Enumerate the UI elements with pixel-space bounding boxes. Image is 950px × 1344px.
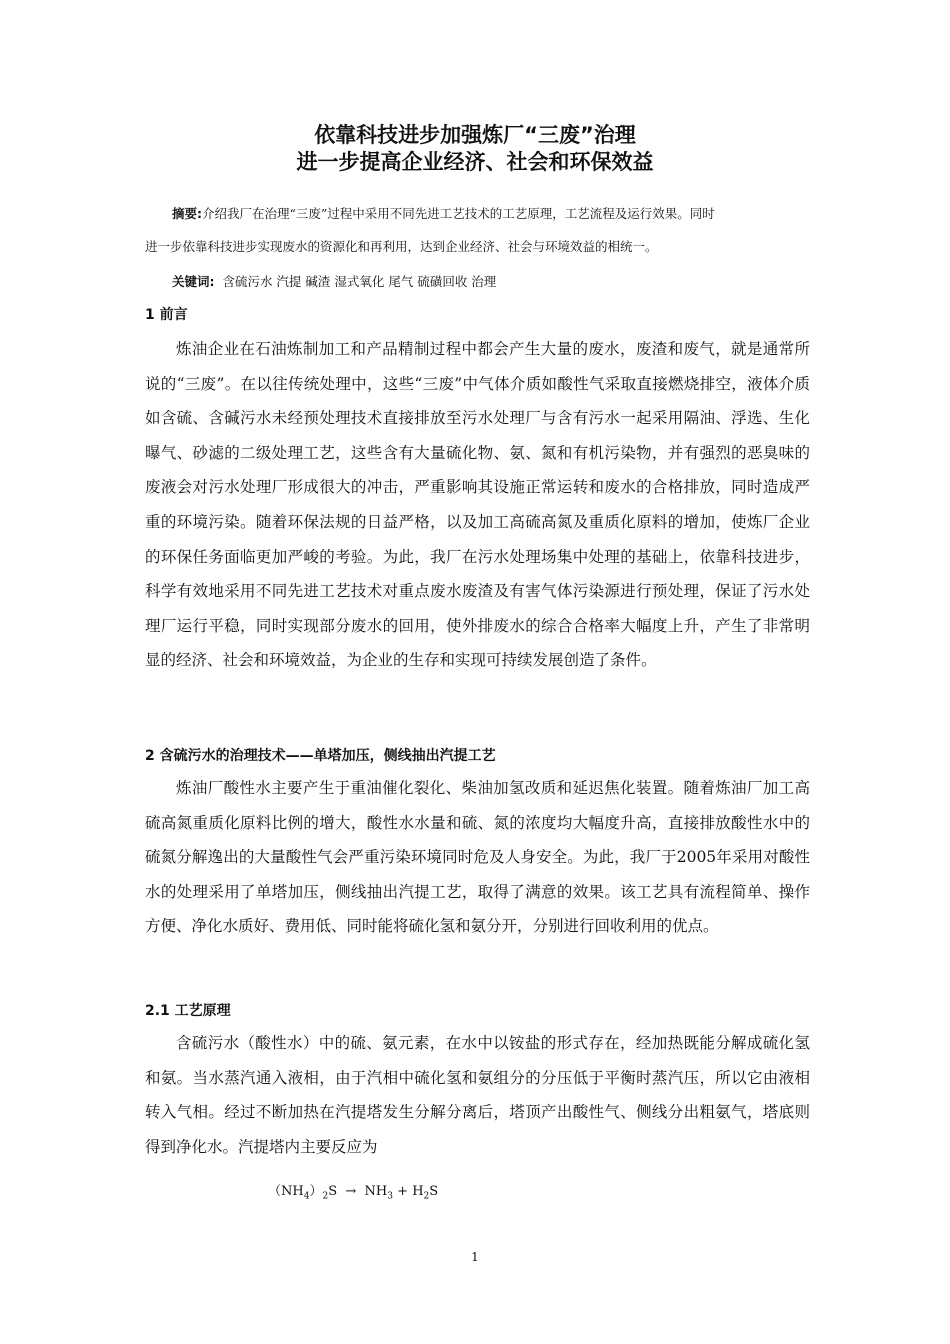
section-1-heading: 1 前言 bbox=[145, 307, 188, 323]
formula-lhs-open: （NH bbox=[268, 1184, 304, 1199]
formula-product-2: H bbox=[412, 1184, 424, 1199]
formula-plus: + bbox=[397, 1184, 409, 1199]
formula-arrow: → bbox=[345, 1184, 357, 1199]
section-2-1-heading: 2.1 工艺原理 bbox=[145, 1003, 231, 1019]
keywords-line bbox=[172, 272, 496, 290]
formula-lhs-sub1: 4 bbox=[303, 1191, 310, 1202]
section-2-paragraph: 炼油厂酸性水主要产生于重油催化裂化、柴油加氢改质和延迟焦化装置。随着炼油厂加工高硫高氮重质化原料比例的增大，酸性水水量和硫、氮的浓度均大幅度升高，直接排放酸性水中的硫氮分解逸出的大量酸性气会严重污染环境同时危及人身安全。为此，我厂于2005年采用对酸性水的处理采用了单塔加压，侧线抽出汽提工艺，取得了满意的效果。该工艺具有流程简单、操作方便、净化水质好、费用低、同时能将硫化氢和氨分开，分别进行回收利用的优点。 bbox=[145, 779, 810, 936]
section-2-heading: 2 含硫污水的治理技术——单塔加压，侧线抽出汽提工艺 bbox=[145, 748, 496, 764]
keywords-label: 关键词: bbox=[172, 274, 215, 289]
section-2-1-paragraph: 含硫污水（酸性水）中的硫、氨元素，在水中以铵盐的形式存在，经加热既能分解成硫化氢和氨。当水蒸汽通入液相，由于汽相中硫化氢和氨组分的分压低于平衡时蒸汽压，所以它由液相转入气相。经过不断加热在汽提塔发生分解分离后，塔顶产出酸性气、侧线分出粗氨气，塔底则得到净化水。汽提塔内主要反应为 bbox=[145, 1034, 810, 1156]
formula-lhs-end: S bbox=[328, 1184, 338, 1199]
formula-product-1: NH bbox=[364, 1184, 388, 1199]
formula-product-2-sub: 2 bbox=[423, 1191, 430, 1202]
formula-product-2-end: S bbox=[429, 1184, 439, 1199]
abstract-line-2: 进一步依靠科技进步实现废水的资源化和再利用，达到企业经济、社会与环境效益的相统一。 bbox=[145, 239, 658, 254]
keywords-text: 含硫污水 汽提 碱渣 湿式氧化 尾气 硫磺回收 治理 bbox=[222, 274, 497, 289]
abstract-line-1 bbox=[172, 204, 715, 222]
title-line-1: 依靠科技进步加强炼厂“三废”治理 bbox=[314, 123, 636, 147]
abstract-label: 摘要: bbox=[172, 206, 202, 221]
title-line-2: 进一步提高企业经济、社会和环保效益 bbox=[296, 150, 654, 174]
formula-lhs-sub2: 2 bbox=[322, 1191, 329, 1202]
formula-product-1-sub: 3 bbox=[387, 1191, 393, 1202]
page-number: 1 bbox=[471, 1250, 479, 1264]
section-1-paragraph: 炼油企业在石油炼制加工和产品精制过程中都会产生大量的废水，废渣和废气，就是通常所说的“三废”。在以往传统处理中，这些“三废”中气体介质如酸性气采取直接燃烧排空，液体介质如含硫、含碱污水未经预处理技术直接排放至污水处理厂与含有污水一起采用隔油、浮选、生化曝气、砂滤的二级处理工艺，这些含有大量硫化物、氨、氮和有机污染物，并有强烈的恶臭味的废液会对污水处理厂形成很大的冲击，严重影响其设施正常运转和废水的合格排放，同时造成严重的环境污染。随着环保法规的日益严格，以及加工高硫高氮及重质化原料的增加，使炼厂企业的环保任务面临更加严峻的考验。为此，我厂在污水处理场集中处理的基础上，依靠科技进步，科学有效地采用不同先进工艺技术对重点废水废渣及有害气体污染源进行预处理，保证了污水处理厂运行平稳，同时实现部分废水的回用，使外排废水的综合合格率大幅度上升，产生了非常明显的经济、社会和环境效益，为企业的生存和实现可持续发展创造了条件。 bbox=[145, 340, 810, 670]
abstract-text-1: 介绍我厂在治理“三废”过程中采用不同先进工艺技术的工艺原理，工艺流程及运行效果。同时 bbox=[202, 206, 715, 221]
reaction-formula bbox=[268, 1180, 438, 1202]
formula-lhs-close: ） bbox=[309, 1184, 323, 1199]
